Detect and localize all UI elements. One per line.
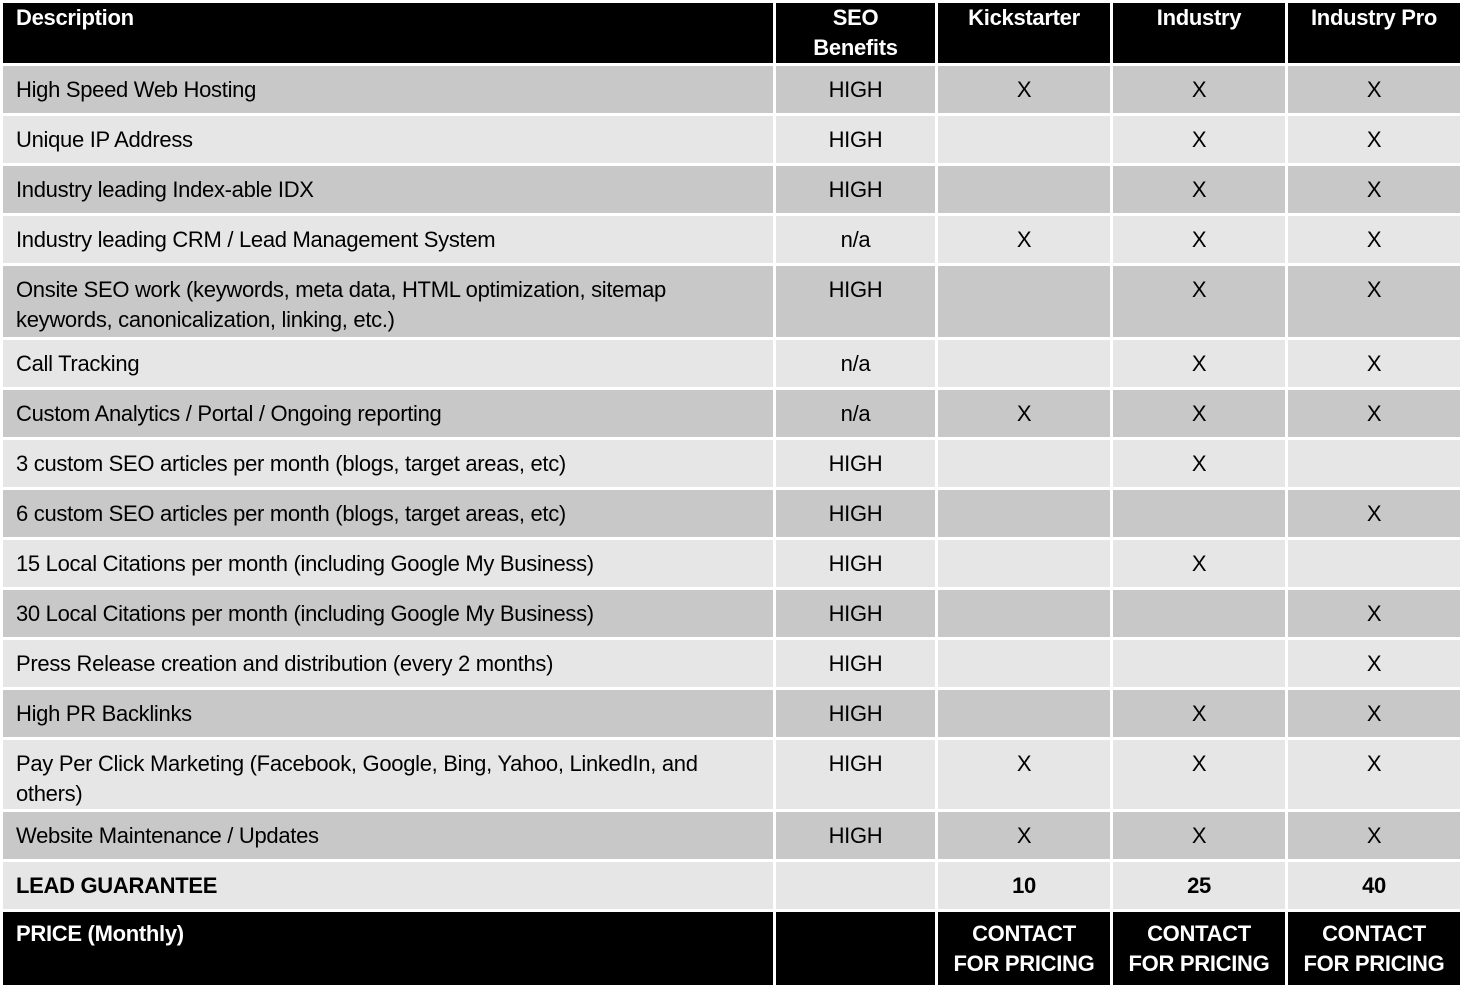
row-seo-benefit: HIGH [776, 66, 935, 113]
row-description: Pay Per Click Marketing (Facebook, Google, Bing, Yahoo, LinkedIn, and others) [3, 740, 773, 809]
row-industry-mark [1113, 640, 1285, 687]
row-kickstarter-mark [938, 116, 1110, 163]
row-description: 3 custom SEO articles per month (blogs, target areas, etc) [3, 440, 773, 487]
price-industry-pro-line1: CONTACT [1322, 921, 1426, 946]
header-row [3, 3, 1460, 63]
row-industry-mark: X [1113, 116, 1285, 163]
row-description: Press Release creation and distribution (every 2 months) [3, 640, 773, 687]
row-seo-benefit: HIGH [776, 490, 935, 537]
row-industry-pro-mark [1288, 440, 1460, 487]
table-row [3, 690, 1460, 737]
row-kickstarter-mark [938, 540, 1110, 587]
row-seo-benefit: HIGH [776, 540, 935, 587]
row-seo-benefit: HIGH [776, 740, 935, 809]
price-industry-line1: CONTACT [1147, 921, 1251, 946]
row-description: Website Maintenance / Updates [3, 812, 773, 859]
row-industry-pro-mark: X [1288, 590, 1460, 637]
table-row [3, 116, 1460, 163]
price-industry [1113, 912, 1285, 985]
header-industry-pro: Industry Pro [1288, 3, 1460, 63]
row-description: Onsite SEO work (keywords, meta data, HTML optimization, sitemap keywords, canonicalization, linking, etc.) [3, 266, 773, 337]
table-row [3, 440, 1460, 487]
row-kickstarter-mark: X [938, 390, 1110, 437]
row-industry-mark: X [1113, 540, 1285, 587]
row-industry-mark: X [1113, 740, 1285, 809]
table-row [3, 640, 1460, 687]
table-row [3, 266, 1460, 337]
header-seo-benefits: SEO Benefits [776, 3, 935, 63]
row-industry-mark: X [1113, 340, 1285, 387]
row-industry-mark [1113, 590, 1285, 637]
row-industry-pro-mark: X [1288, 340, 1460, 387]
row-description: 6 custom SEO articles per month (blogs, target areas, etc) [3, 490, 773, 537]
row-industry-pro-mark: X [1288, 390, 1460, 437]
row-description: High Speed Web Hosting [3, 66, 773, 113]
table-footer [3, 912, 1460, 985]
table-row [3, 216, 1460, 263]
row-industry-mark: X [1113, 390, 1285, 437]
row-kickstarter-mark [938, 690, 1110, 737]
row-kickstarter-mark [938, 166, 1110, 213]
row-kickstarter-mark [938, 490, 1110, 537]
row-kickstarter-mark [938, 590, 1110, 637]
row-seo-benefit: HIGH [776, 440, 935, 487]
table-body [3, 66, 1460, 909]
row-seo-benefit: HIGH [776, 690, 935, 737]
row-industry-pro-mark: X [1288, 690, 1460, 737]
row-kickstarter-mark: X [938, 740, 1110, 809]
table-row [3, 812, 1460, 859]
table-row [3, 590, 1460, 637]
row-industry-pro-mark: X [1288, 66, 1460, 113]
row-industry-mark: X [1113, 166, 1285, 213]
row-kickstarter-mark: X [938, 812, 1110, 859]
price-industry-pro-line2: FOR PRICING [1303, 951, 1445, 976]
price-industry-pro [1288, 912, 1460, 985]
table-row [3, 390, 1460, 437]
row-seo-benefit: HIGH [776, 266, 935, 337]
row-seo-benefit: HIGH [776, 116, 935, 163]
table-row [3, 740, 1460, 809]
row-kickstarter-mark: X [938, 66, 1110, 113]
price-kickstarter [938, 912, 1110, 985]
row-description: 30 Local Citations per month (including Google My Business) [3, 590, 773, 637]
row-industry-mark [1113, 490, 1285, 537]
row-industry-mark: X [1113, 440, 1285, 487]
row-kickstarter-mark: X [938, 216, 1110, 263]
price-label: PRICE (Monthly) [3, 912, 773, 985]
row-description: Unique IP Address [3, 116, 773, 163]
row-seo-benefit: n/a [776, 390, 935, 437]
row-industry-pro-mark: X [1288, 490, 1460, 537]
row-industry-pro-mark: X [1288, 740, 1460, 809]
lead-guarantee-row [3, 862, 1460, 909]
row-industry-mark: X [1113, 812, 1285, 859]
row-description: High PR Backlinks [3, 690, 773, 737]
price-kickstarter-line1: CONTACT [972, 921, 1076, 946]
row-kickstarter-mark [938, 266, 1110, 337]
row-kickstarter-mark [938, 640, 1110, 687]
row-industry-pro-mark: X [1288, 640, 1460, 687]
row-seo-benefit: HIGH [776, 640, 935, 687]
row-industry-mark: X [1113, 66, 1285, 113]
header-kickstarter: Kickstarter [938, 3, 1110, 63]
lead-guarantee-label: LEAD GUARANTEE [3, 862, 773, 909]
lead-guarantee-seo [776, 862, 935, 909]
lead-guarantee-kickstarter: 10 [938, 862, 1110, 909]
table-header [3, 3, 1460, 63]
row-seo-benefit: HIGH [776, 590, 935, 637]
price-industry-line2: FOR PRICING [1128, 951, 1270, 976]
table-row [3, 540, 1460, 587]
table-row [3, 340, 1460, 387]
row-seo-benefit: n/a [776, 340, 935, 387]
row-description: Custom Analytics / Portal / Ongoing reporting [3, 390, 773, 437]
row-description: Industry leading CRM / Lead Management System [3, 216, 773, 263]
row-industry-mark: X [1113, 266, 1285, 337]
row-industry-mark: X [1113, 690, 1285, 737]
lead-guarantee-industry: 25 [1113, 862, 1285, 909]
table-row [3, 490, 1460, 537]
row-description: 15 Local Citations per month (including Google My Business) [3, 540, 773, 587]
row-industry-pro-mark: X [1288, 812, 1460, 859]
row-industry-pro-mark: X [1288, 166, 1460, 213]
header-description: Description [3, 3, 773, 63]
row-kickstarter-mark [938, 440, 1110, 487]
table-row [3, 166, 1460, 213]
row-seo-benefit: HIGH [776, 812, 935, 859]
row-seo-benefit: HIGH [776, 166, 935, 213]
lead-guarantee-industry-pro: 40 [1288, 862, 1460, 909]
price-seo [776, 912, 935, 985]
row-industry-pro-mark: X [1288, 266, 1460, 337]
header-industry: Industry [1113, 3, 1285, 63]
row-industry-mark: X [1113, 216, 1285, 263]
row-industry-pro-mark: X [1288, 116, 1460, 163]
row-industry-pro-mark [1288, 540, 1460, 587]
price-kickstarter-line2: FOR PRICING [953, 951, 1095, 976]
row-kickstarter-mark [938, 340, 1110, 387]
row-seo-benefit: n/a [776, 216, 935, 263]
row-description: Call Tracking [3, 340, 773, 387]
row-industry-pro-mark: X [1288, 216, 1460, 263]
price-row [3, 912, 1460, 985]
table-row [3, 66, 1460, 113]
row-description: Industry leading Index-able IDX [3, 166, 773, 213]
